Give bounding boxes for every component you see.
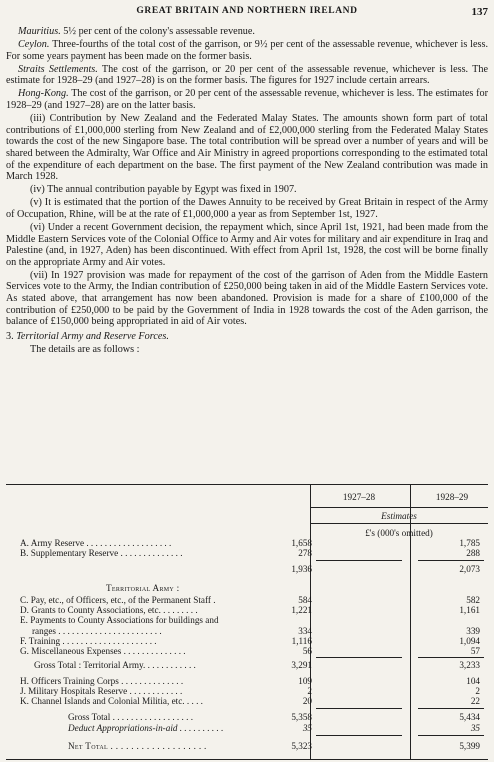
gross-total-1928: 5,434 (459, 712, 480, 722)
row-label-d: D. Grants to County Associations, etc. . . . . . . . . (20, 605, 198, 615)
header-rule (310, 523, 488, 524)
row-label-b: B. Supplementary Reserve . . . . . . . . . . . . . . (20, 548, 183, 558)
net-total-1927: 5,323 (291, 741, 312, 751)
row-label-j: J. Military Hospitals Reserve . . . . . . . . . . . . (20, 686, 183, 696)
row-label-k: K. Channel Islands and Colonial Militia, etc. . . . . (20, 696, 203, 706)
paragraph-straits: Straits Settlements. The cost of the garrison, or 20 per cent of the assessable revenue, whichever is less. The estimate for 1928–29 (and 1927–28) is on the former basis. The figures for 1927 include certain arrears. (6, 63, 488, 87)
paragraph-hongkong: Hong-Kong. The cost of the garrison, or 20 per cent of the assessable revenue, whichever is less. The estimates for 1928–29 (and 1927–28) are on the latter basis. (6, 88, 488, 112)
subtotal-rule (316, 735, 402, 736)
row-label-gross-total: Gross Total . . . . . . . . . . . . . . . . . . (68, 712, 194, 722)
row-h-1927: 109 (298, 676, 312, 686)
column-header-1928-29: 1928–29 (435, 492, 469, 502)
paragraph-vii: (vii) In 1927 provision was made for repayment of the cost of the garrison of Aden from the Middle Eastern Services vote to the Army, the Indian contribution of £250,000 being taken in aid of the Middle Eastern Services vote. As stated above, that arrangement has now been abandoned. Provision is made for a share of £100,000 of the contribution of £250,000 to be paid by the Government of India in 1928 towards the cost of the Aden garrison, the balance of £150,000 being appropriated in aid of Air votes. (6, 269, 488, 328)
row-h-1928: 104 (466, 676, 480, 686)
column-divider (410, 485, 411, 759)
row-k-1927: 20 (302, 696, 312, 706)
row-d-1927: 1,221 (291, 605, 312, 615)
subtotal-ab-1927: 1,936 (291, 564, 312, 574)
estimates-table (6, 484, 488, 760)
row-g-1927: 56 (302, 646, 312, 656)
estimates-label: Estimates (381, 511, 417, 521)
subtotal-rule (316, 708, 402, 709)
row-c-1928: 582 (466, 595, 480, 605)
page-number: 137 (471, 6, 488, 18)
subtotal-rule (418, 708, 484, 709)
territorial-heading: Territorial Army : (106, 583, 180, 593)
header-title: GREAT BRITAIN AND NORTHERN IRELAND (136, 6, 358, 16)
column-header-1927-28: 1927–28 (342, 492, 376, 502)
subtotal-rule (316, 560, 402, 561)
paragraph-iii: (iii) Contribution by New Zealand and the Federated Malay States. The amounts shown form part of total contributions of £1,000,000 sterling from New Zealand and of £2,000,000 sterling from the Federated Malay States towards the cost of the new Singapore base. The total contribution will be spread over a number of years and will be shared between the Admiralty, War Office and Air Ministry in agreed proportions corresponding to the estimated total of the expenditure of each department on the base. The first payment of the New Zealand contribution was made in March 1928. (6, 113, 488, 183)
row-e-1927: 334 (298, 626, 312, 636)
row-j-1927: 2 (307, 686, 312, 696)
gross-territorial-1928: 3,233 (459, 660, 480, 670)
gross-territorial-1927: 3,291 (291, 660, 312, 670)
section-intro: The details are as follows : (30, 343, 140, 355)
body-text (6, 26, 488, 357)
row-c-1927: 584 (298, 595, 312, 605)
subtotal-rule (418, 560, 484, 561)
paragraph-v: (v) It is estimated that the portion of the Dawes Annuity to be received by Great Britain in respect of the Army of Occupation, Rhine, will be at the rate of £1,000,000 a year as from September 1st, 1927. (6, 197, 488, 220)
subtotal-rule (418, 657, 484, 658)
row-label-gross-territorial: Gross Total : Territorial Army. . . . . . . . . . . . (34, 660, 196, 670)
row-label-f: F. Training . . . . . . . . . . . . . . . . . . . . . (20, 636, 157, 646)
row-j-1928: 2 (475, 686, 480, 696)
deduct-1928: 35 (470, 723, 480, 733)
subtotal-ab-1928: 2,073 (459, 564, 480, 574)
row-label-deduct: Deduct Appropriations-in-aid . . . . . . . . . . (68, 723, 224, 733)
subtotal-rule (418, 735, 484, 736)
row-label-a: A. Army Reserve . . . . . . . . . . . . . . . . . . . (20, 538, 172, 548)
row-label-h: H. Officers Training Corps . . . . . . . . . . . . . . (20, 676, 184, 686)
section-heading: 3. Territorial Army and Reserve Forces. (6, 330, 169, 342)
row-a-1927: 1,658 (291, 538, 312, 548)
paragraph-vi: (vi) Under a recent Government decision, the repayment which, since April 1st, 1921, had been made from the Middle Eastern Services vote of the Colonial Office to Army and Air votes for military and air expenditure in Iraq and Palestine (and, in 1927, Aden) has been discontinued. With effect from April 1st, 1928, the cost will be borne finally on the appropriate Army and Air votes. (6, 222, 488, 268)
row-label-c: C. Pay, etc., of Officers, etc., of the Permanent Staff . (20, 595, 216, 605)
row-label-e-cont: ranges . . . . . . . . . . . . . . . . . . . . . . . (32, 626, 162, 636)
units-label: £'s (000's omitted) (365, 528, 433, 538)
row-label-net-total: Net Total . . . . . . . . . . . . . . . . . . . (68, 741, 207, 751)
running-header (0, 6, 494, 20)
row-k-1928: 22 (470, 696, 480, 706)
paragraph-ceylon: Ceylon. Three-fourths of the total cost of the garrison, or 9½ per cent of the assessable revenue, whichever is less. For some years payment has been made on the former basis. (6, 39, 488, 62)
deduct-1927: 35 (302, 723, 312, 733)
row-e-1928: 339 (466, 626, 480, 636)
row-b-1927: 278 (298, 548, 312, 558)
paragraph-mauritius: Mauritius. 5½ per cent of the colony's assessable revenue. (18, 26, 255, 37)
net-total-1928: 5,399 (459, 741, 480, 751)
header-rule (310, 507, 488, 508)
gross-total-1927: 5,358 (291, 712, 312, 722)
paragraph-iv: (iv) The annual contribution payable by Egypt was fixed in 1907. (30, 184, 297, 196)
subtotal-rule (316, 657, 402, 658)
row-f-1928: 1,094 (459, 636, 480, 646)
row-d-1928: 1,161 (459, 605, 480, 615)
row-label-g: G. Miscellaneous Expenses . . . . . . . . . . . . . . (20, 646, 186, 656)
row-a-1928: 1,785 (459, 538, 480, 548)
row-g-1928: 57 (470, 646, 480, 656)
row-f-1927: 1,116 (291, 636, 312, 646)
row-b-1928: 288 (466, 548, 480, 558)
row-label-e: E. Payments to County Associations for buildings and (20, 615, 219, 625)
